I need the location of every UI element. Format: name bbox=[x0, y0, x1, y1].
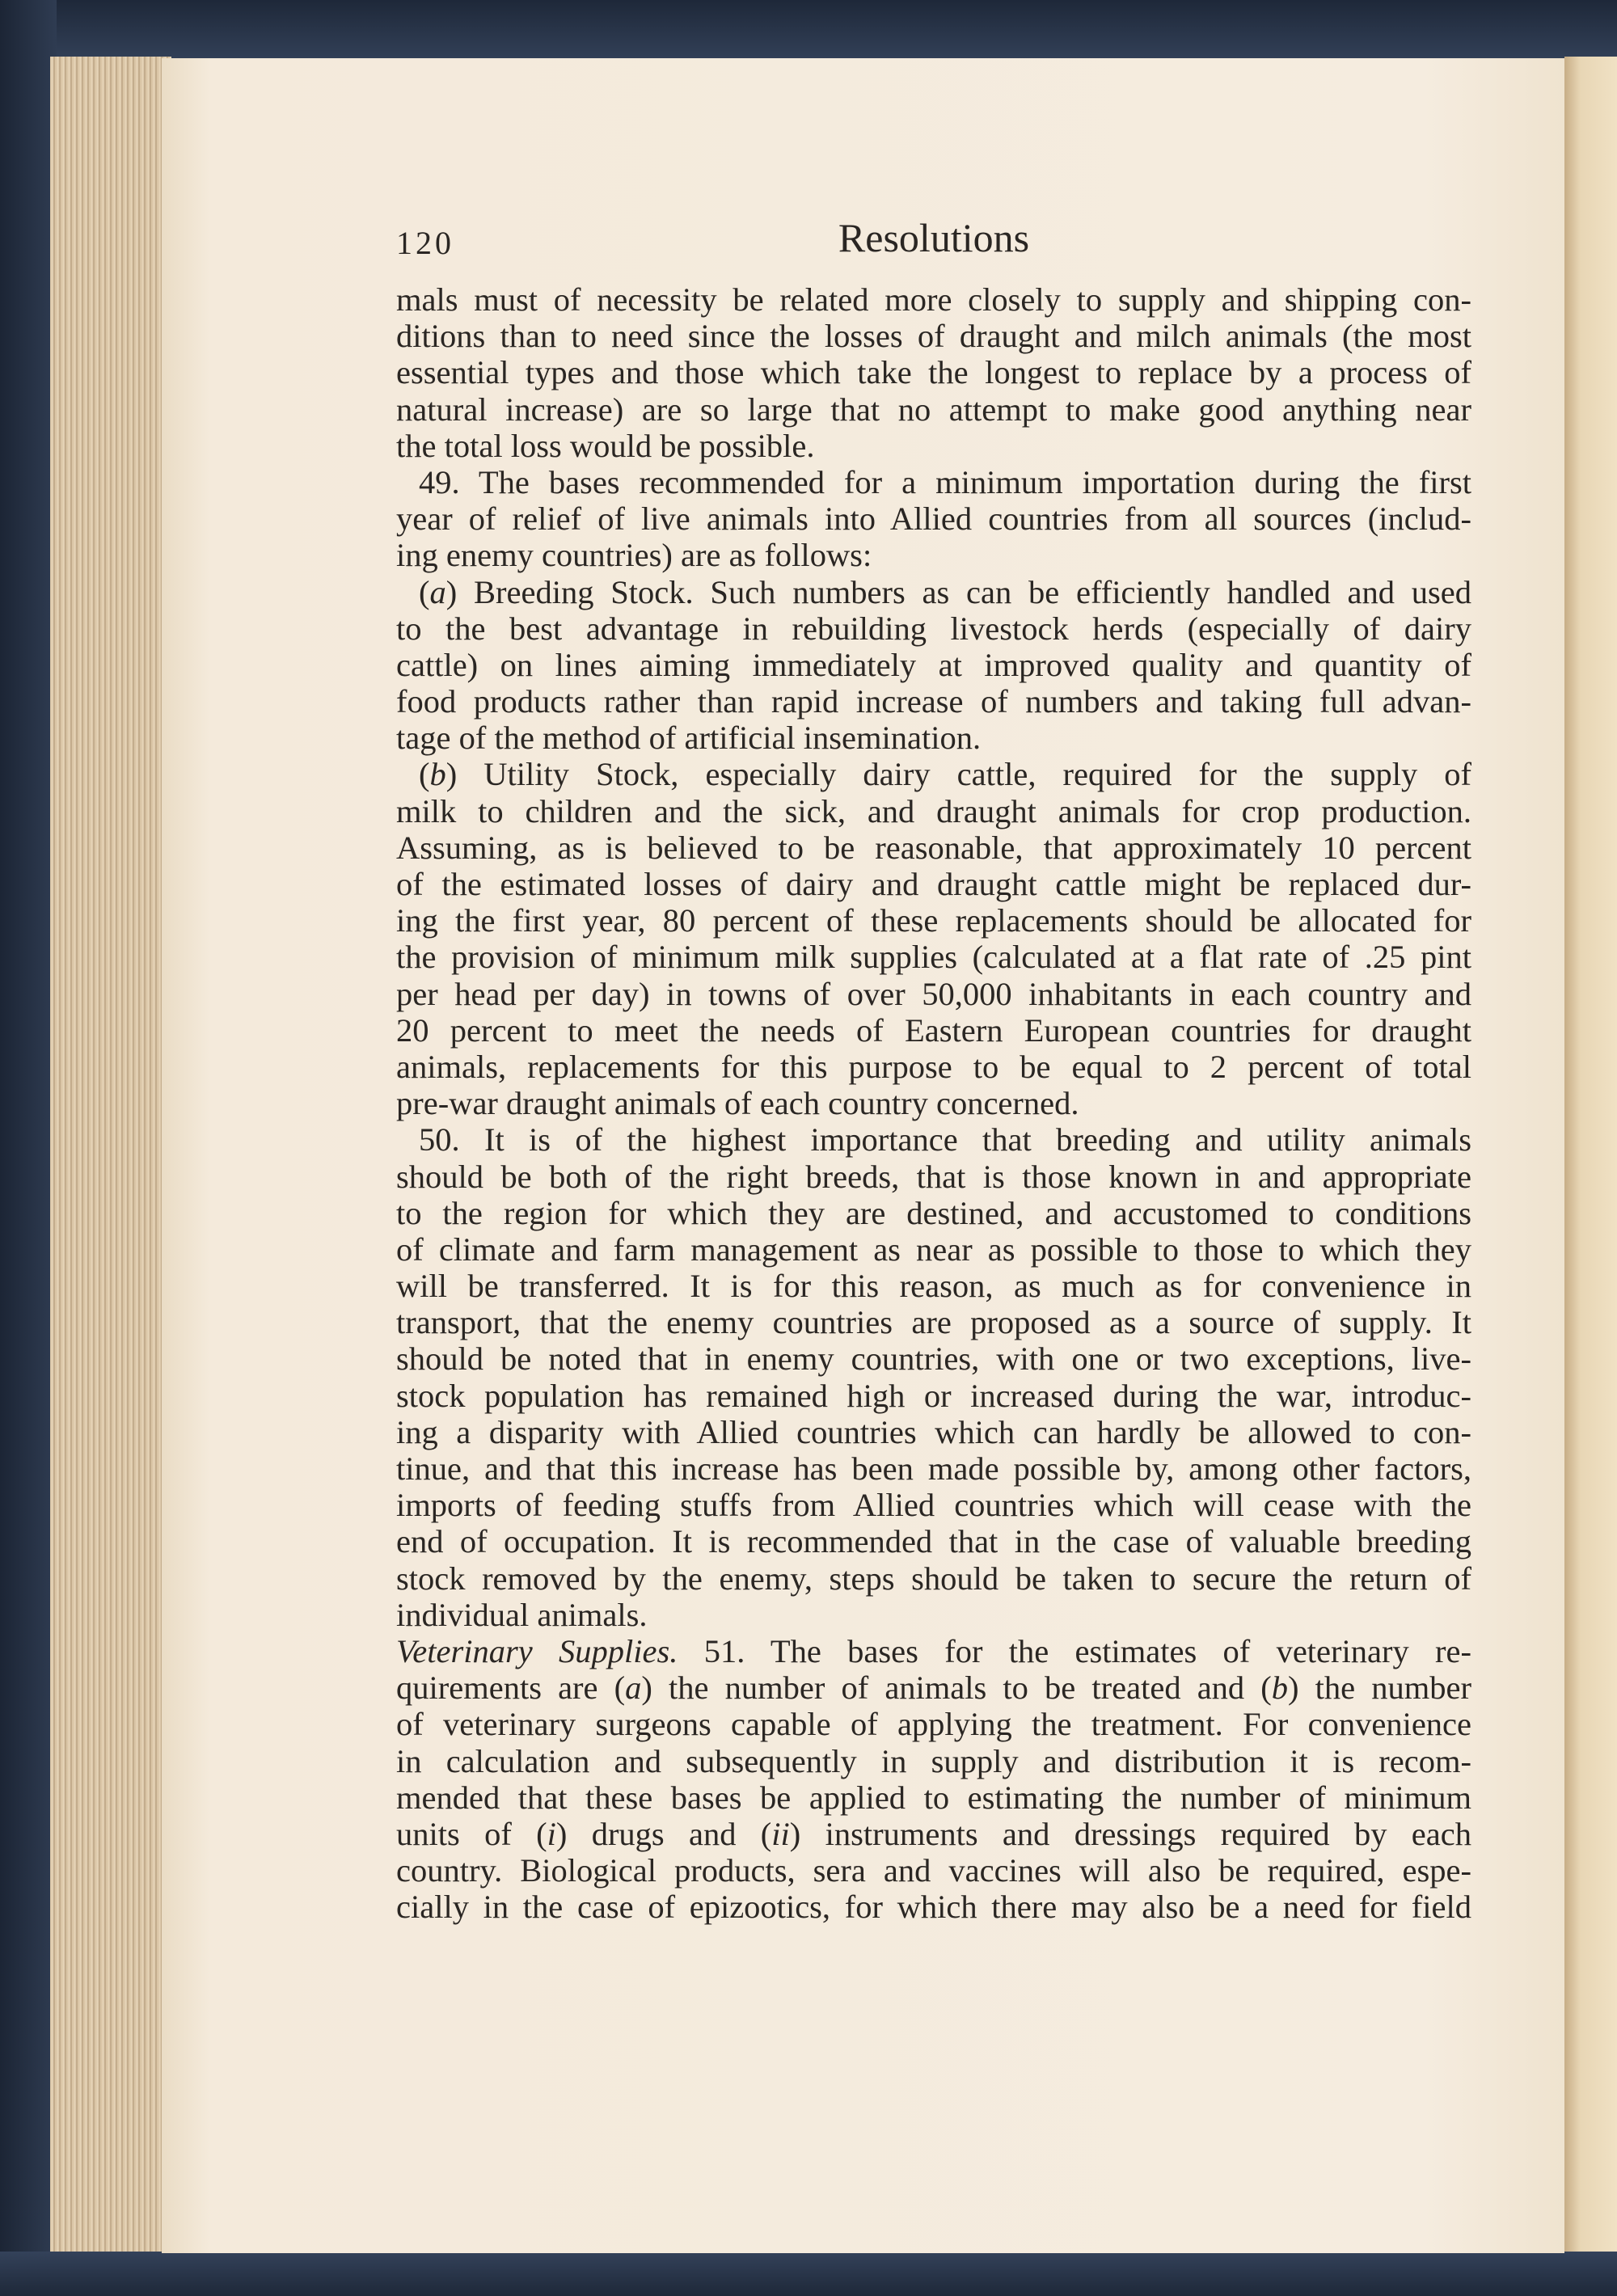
text-segment: the provision of minimum milk supplies (calculated at a flat rate of .25 pint bbox=[396, 939, 1471, 976]
text-line bbox=[396, 1743, 1471, 1779]
text-segment: mended that these bases be applied to estimating the number of minimum bbox=[396, 1779, 1471, 1816]
text-line bbox=[396, 1049, 1471, 1085]
text-line bbox=[396, 1597, 1471, 1633]
text-segment: will be transferred. It is for this reason, as much as for convenience in bbox=[396, 1268, 1471, 1305]
text-line bbox=[396, 1487, 1471, 1523]
page-edges bbox=[50, 57, 171, 2256]
text-segment: milk to children and the sick, and draught animals for crop production. bbox=[396, 792, 1471, 829]
text-segment: quirements are ( bbox=[396, 1669, 626, 1707]
text-segment: ing enemy countries) are as follows: bbox=[396, 537, 872, 574]
text-segment: ditions than to need since the losses of draught and milch animals (the most bbox=[396, 318, 1471, 355]
text-line bbox=[396, 1340, 1471, 1377]
text-segment: of climate and farm management as near as possible to those to which they bbox=[396, 1230, 1471, 1268]
text-line bbox=[396, 1669, 1471, 1706]
text-segment: cially in the case of epizootics, for which there may also be a need for field bbox=[396, 1889, 1471, 1926]
text-line bbox=[396, 318, 1471, 354]
text-segment: ) Breeding Stock. Such numbers as can be efficiently handled and used bbox=[445, 573, 1471, 610]
text-line bbox=[396, 1159, 1471, 1195]
facing-page-edge bbox=[1564, 57, 1617, 2256]
italic-text: ii bbox=[771, 1815, 790, 1852]
italic-text: Veterinary Supplies. bbox=[396, 1632, 678, 1669]
text-line bbox=[396, 1560, 1471, 1597]
text-segment: natural increase) are so large that no attempt to make good anything near bbox=[396, 390, 1471, 428]
text-segment: the total loss would be possible. bbox=[396, 427, 815, 464]
text-line bbox=[396, 1414, 1471, 1450]
text-line bbox=[396, 902, 1471, 939]
text-segment: end of occupation. It is recommended that in the case of valuable breeding bbox=[396, 1523, 1471, 1560]
italic-text: b bbox=[1271, 1669, 1289, 1707]
text-segment: ( bbox=[419, 573, 430, 610]
text-line bbox=[396, 428, 1471, 464]
text-line bbox=[396, 829, 1471, 866]
text-segment: in calculation and subsequently in supply and distribution it is recom- bbox=[396, 1742, 1471, 1779]
text-segment: per head per day) in towns of over 50,000 inhabitants in each country and bbox=[396, 975, 1471, 1012]
text-segment: ) drugs and ( bbox=[555, 1815, 772, 1852]
italic-text: i bbox=[547, 1815, 556, 1852]
italic-text: a bbox=[429, 573, 446, 610]
text-segment: ) the number of animals to be treated and ( bbox=[641, 1669, 1272, 1707]
page-number: 120 bbox=[396, 225, 454, 261]
text-segment: ing a disparity with Allied countries which can hardly be allowed to con- bbox=[396, 1413, 1471, 1450]
text-line bbox=[396, 537, 1471, 573]
text-line bbox=[396, 720, 1471, 756]
text-line bbox=[396, 866, 1471, 902]
book-cover-left bbox=[0, 0, 57, 2296]
text-line bbox=[396, 610, 1471, 647]
text-line bbox=[396, 1195, 1471, 1231]
text-segment: pre-war draught animals of each country concerned. bbox=[396, 1085, 1079, 1122]
text-line bbox=[396, 1633, 1471, 1669]
text-line bbox=[396, 976, 1471, 1012]
text-line bbox=[396, 574, 1471, 610]
text-segment: year of relief of live animals into Allied countries from all sources (includ- bbox=[396, 500, 1471, 538]
text-segment: 20 percent to meet the needs of Eastern European countries for draught bbox=[396, 1011, 1471, 1049]
page-header bbox=[396, 214, 1471, 271]
text-segment: ( bbox=[419, 756, 430, 793]
text-line bbox=[396, 1231, 1471, 1268]
text-line bbox=[396, 1378, 1471, 1414]
text-line bbox=[396, 1852, 1471, 1889]
text-segment: ) instruments and dressings required by each bbox=[789, 1815, 1471, 1852]
text-line bbox=[396, 793, 1471, 829]
text-line bbox=[396, 1304, 1471, 1340]
text-segment: 51. The bases for the estimates of veterinary re- bbox=[678, 1632, 1471, 1669]
text-segment: units of ( bbox=[396, 1815, 547, 1852]
text-segment: to the best advantage in rebuilding livestock herds (especially of dairy bbox=[396, 610, 1471, 647]
text-segment: tage of the method of artificial insemination. bbox=[396, 720, 982, 757]
text-segment: stock removed by the enemy, steps should be taken to secure the return of bbox=[396, 1560, 1471, 1597]
text-segment: animals, replacements for this purpose to be equal to 2 percent of total bbox=[396, 1048, 1471, 1085]
text-line bbox=[396, 500, 1471, 537]
text-segment: ) the number bbox=[1288, 1669, 1471, 1707]
text-line bbox=[396, 354, 1471, 390]
text-segment: of veterinary surgeons capable of applying the treatment. For convenience bbox=[396, 1706, 1471, 1743]
book-cover-top bbox=[0, 0, 1617, 65]
text-segment: individual animals. bbox=[396, 1596, 648, 1633]
text-line bbox=[396, 1012, 1471, 1049]
text-segment: transport, that the enemy countries are proposed as a source of supply. It bbox=[396, 1304, 1471, 1341]
text-segment: imports of feeding stuffs from Allied countries which will cease with the bbox=[396, 1487, 1471, 1524]
text-line bbox=[396, 1121, 1471, 1158]
running-title: Resolutions bbox=[838, 215, 1030, 260]
text-segment: country. Biological products, sera and vaccines will also be required, espe- bbox=[396, 1852, 1471, 1889]
text-segment: ) Utility Stock, especially dairy cattle, required for the supply of bbox=[445, 756, 1471, 793]
text-segment: tinue, and that this increase has been made possible by, among other factors, bbox=[396, 1450, 1471, 1487]
italic-text: a bbox=[625, 1669, 642, 1707]
text-segment: 49. The bases recommended for a minimum importation during the first bbox=[419, 463, 1471, 500]
text-line bbox=[396, 464, 1471, 500]
text-segment: essential types and those which take the longest to replace by a process of bbox=[396, 354, 1471, 391]
text-segment: 50. It is of the highest importance that breeding and utility animals bbox=[419, 1121, 1471, 1159]
text-segment: cattle) on lines aiming immediately at improved quality and quantity of bbox=[396, 646, 1471, 683]
text-line bbox=[396, 683, 1471, 720]
text-line bbox=[396, 1450, 1471, 1487]
text-segment: ing the first year, 80 percent of these replacements should be allocated for bbox=[396, 902, 1471, 939]
text-line bbox=[396, 756, 1471, 792]
text-segment: should be noted that in enemy countries, with one or two exceptions, live- bbox=[396, 1340, 1471, 1378]
text-segment: stock population has remained high or increased during the war, introduc- bbox=[396, 1377, 1471, 1414]
text-line bbox=[396, 1779, 1471, 1816]
text-line bbox=[396, 391, 1471, 428]
text-line bbox=[396, 939, 1471, 975]
book-cover-bottom bbox=[0, 2252, 1617, 2296]
text-line bbox=[396, 1085, 1471, 1121]
text-line bbox=[396, 281, 1471, 318]
text-line bbox=[396, 1523, 1471, 1560]
text-line bbox=[396, 1816, 1471, 1852]
text-line bbox=[396, 1268, 1471, 1304]
text-segment: food products rather than rapid increase of numbers and taking full advan- bbox=[396, 683, 1471, 720]
text-line bbox=[396, 647, 1471, 683]
page-body-text bbox=[396, 281, 1471, 1925]
text-segment: should be both of the right breeds, that is those known in and appropriate bbox=[396, 1158, 1471, 1195]
text-segment: mals must of necessity be related more closely to supply and shipping con- bbox=[396, 281, 1471, 318]
text-segment: of the estimated losses of dairy and draught cattle might be replaced dur- bbox=[396, 866, 1471, 902]
text-line bbox=[396, 1889, 1471, 1925]
text-segment: Assuming, as is believed to be reasonable, that approximately 10 percent bbox=[396, 829, 1471, 866]
text-line bbox=[396, 1706, 1471, 1742]
italic-text: b bbox=[429, 756, 446, 793]
text-segment: to the region for which they are destined, and accustomed to conditions bbox=[396, 1194, 1471, 1231]
